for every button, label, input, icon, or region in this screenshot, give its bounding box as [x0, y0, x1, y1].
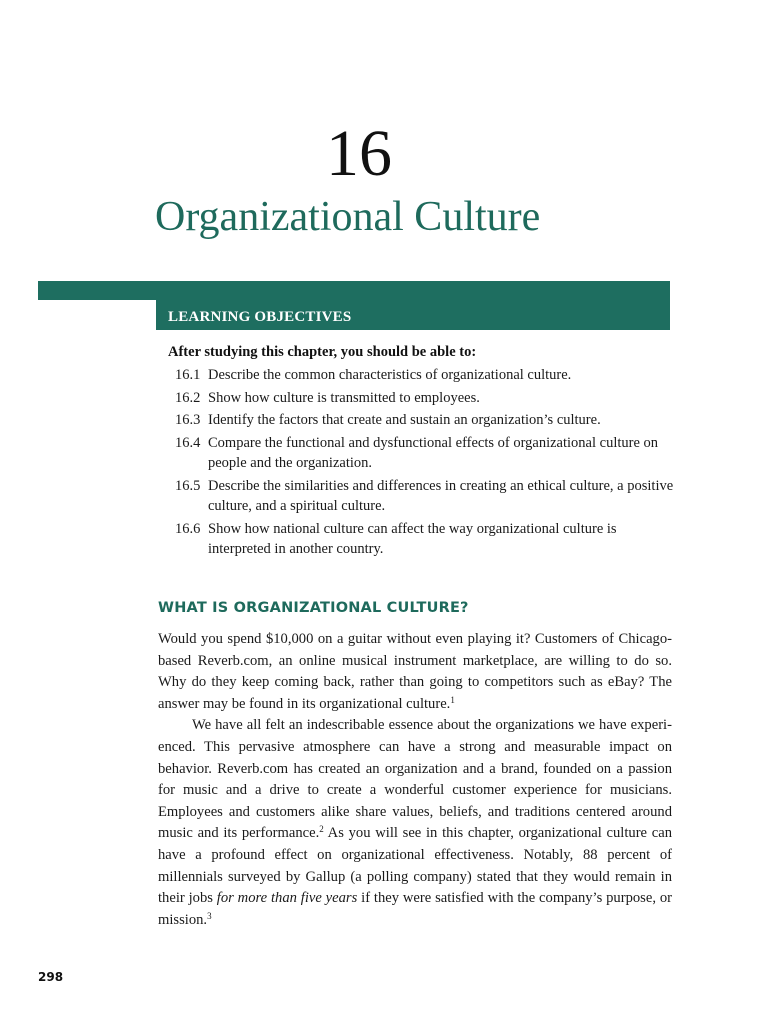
- objective-text: Show how national culture can affect the way organizational culture is interpreted in another country.: [208, 520, 617, 557]
- objective-text: Describe the similarities and differences in creating an ethical culture, a positive culture, and a spiritual culture.: [208, 477, 674, 514]
- learning-objectives-list: [175, 365, 675, 562]
- objective-item: [175, 519, 675, 560]
- objective-number: 16.2: [175, 389, 201, 406]
- objective-item: [175, 410, 675, 431]
- paragraph-text: As you will see in this chapter, organizational culture can have a profound effect on organizational effectiveness. Notably, 88 percent of millennials surveyed by Gallup (a polling company) stated that they would remain in their jobs: [158, 825, 673, 907]
- endnote-marker: 1: [450, 694, 455, 705]
- objective-number: 16.1: [175, 367, 201, 383]
- objective-number: 16.3: [175, 412, 201, 428]
- endnote-marker: 3: [207, 910, 212, 921]
- learning-objectives-band: [38, 281, 670, 300]
- chapter-number: 16: [326, 117, 392, 190]
- objective-item: [175, 476, 675, 517]
- body-paragraph: [158, 715, 672, 931]
- page-number: 298: [38, 970, 64, 984]
- chapter-title: Organizational Culture: [155, 194, 541, 240]
- objective-number: 16.5: [175, 477, 201, 494]
- section-heading: WHAT IS ORGANIZATIONAL CULTURE?: [158, 600, 469, 616]
- objective-text: Describe the common characteristics of organizational culture.: [208, 367, 572, 383]
- section-body: [158, 629, 672, 931]
- objective-item: [175, 388, 675, 409]
- paragraph-text: if they were satisfied with the company’s purpose, or mission.: [158, 890, 672, 928]
- objective-number: 16.4: [175, 434, 201, 451]
- objective-item: [175, 433, 675, 474]
- endnote-marker: 2: [319, 824, 324, 835]
- learning-objectives-intro: After studying this chapter, you should be able to:: [168, 344, 477, 360]
- body-paragraph: [158, 629, 672, 715]
- learning-objectives-heading: LEARNING OBJECTIVES: [168, 309, 352, 325]
- emphasis-text: for more than five years: [216, 890, 358, 907]
- objective-text: Compare the functional and dysfunctional effects of organizational culture on people and the organization.: [208, 434, 659, 471]
- objective-item: [175, 365, 675, 386]
- paragraph-text: Would you spend $10,000 on a guitar without even playing it? Customers of Chicago-based Reverb.com, an online musical instrument marketplace, are willing to do so. Why do they keep coming back, rather than going to competitors such as eBay? The answer may be found in its organizational culture.: [158, 631, 672, 712]
- objective-text: Show how culture is transmitted to employees.: [208, 389, 480, 406]
- paragraph-text: We have all felt an indescribable essence about the organizations we have experienced. This pervasive atmosphere can have a strong and measurable impact on behavior. Reverb.com has created an organization and a brand, founded on a passion for music and a drive to create a wonderful customer experience for musicians. Employees and customers alike share values, beliefs, and traditions centered around music and its performance.: [158, 717, 672, 842]
- objective-number: 16.6: [175, 520, 201, 537]
- objective-text: Identify the factors that create and sustain an organization’s culture.: [208, 412, 601, 428]
